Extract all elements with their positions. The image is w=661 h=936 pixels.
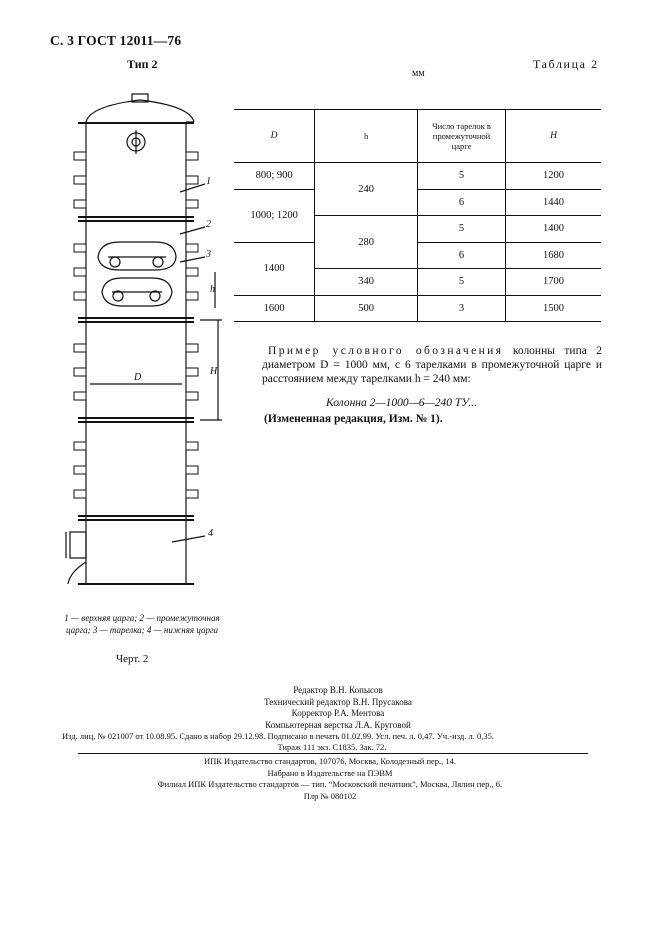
credits: [178, 685, 498, 731]
table-row: [234, 295, 601, 322]
table-title: Таблица 2: [533, 57, 599, 71]
publisher-line-4: Плр № 080102: [303, 790, 357, 801]
publisher-info: [90, 756, 570, 802]
table-2: [234, 109, 601, 322]
figure-legend: 1 — верхняя царга; 2 — промежуточная царга; 3 — тарелка; 4 — нижняя царга: [64, 613, 220, 635]
figure-type-label: Тип 2: [127, 57, 158, 71]
cell-H: 1440: [506, 189, 601, 216]
credit-corrector: Корректор Р.А. Ментова: [291, 708, 385, 718]
cell-trays: 5: [417, 269, 505, 296]
publisher-line-2: Набрано в Издательстве на ПЭВМ: [267, 767, 393, 778]
col-header-D: D: [234, 110, 315, 163]
example-lead: Пример условного обозначения: [268, 345, 504, 357]
page-header: С. 3 ГОСТ 12011—76: [50, 33, 182, 48]
cell-D: 1400: [234, 242, 315, 295]
dim-h-label: h: [210, 284, 215, 295]
cell-trays: 5: [417, 216, 505, 243]
column-drawing: [40, 92, 230, 602]
table-row: [234, 163, 601, 190]
dim-D-label: D: [134, 372, 142, 383]
label-2: 2: [206, 219, 211, 230]
cell-H: 1700: [506, 269, 601, 296]
label-4: 4: [208, 528, 213, 539]
cell-H: 1400: [506, 216, 601, 243]
imprint-line-1: Изд. лиц. № 021007 от 10.08.95. Сдано в набор 29.12.98. Подписано в печать 01.02.99. Усл. печ. л. 0,47. Уч.-изд. л. 0,35.: [62, 731, 494, 741]
cell-H: 1200: [506, 163, 601, 190]
label-1: 1: [206, 176, 211, 187]
amendment-note: (Измененная редакция, Изм. № 1).: [264, 413, 443, 425]
cell-h: 340: [315, 269, 418, 296]
cell-H: 1500: [506, 295, 601, 322]
designation-code: Колонна 2—1000—6—240 ТУ...: [326, 397, 477, 409]
cell-trays: 3: [417, 295, 505, 322]
cell-trays: 6: [417, 242, 505, 269]
dim-H-label: H: [210, 366, 218, 377]
cell-D: 1600: [234, 295, 315, 322]
cell-h: 240: [315, 163, 418, 216]
credit-editor: Редактор В.Н. Копысов: [293, 685, 383, 695]
col-header-trays: Число тарелок в промежуточной царге: [417, 110, 505, 163]
imprint-line-2: Тираж 111 экз. С1835. Зак. 72.: [277, 742, 387, 752]
cell-D: 1000; 1200: [234, 189, 315, 242]
table-row: [234, 189, 601, 216]
cell-D: 800; 900: [234, 163, 315, 190]
cell-H: 1680: [506, 242, 601, 269]
designation-example: [262, 344, 602, 386]
cell-h: 280: [315, 216, 418, 269]
col-header-h: h: [315, 110, 418, 163]
imprint-divider: [78, 753, 588, 754]
cell-h: 500: [315, 295, 418, 322]
table-unit: мм: [412, 68, 425, 79]
cell-trays: 6: [417, 189, 505, 216]
col-header-H: H: [506, 110, 601, 163]
credit-tech-editor: Технический редактор В.Н. Прусакова: [264, 696, 412, 707]
figure-caption: Черт. 2: [116, 653, 149, 665]
cell-trays: 5: [417, 163, 505, 190]
publisher-line-1: ИПК Издательство стандартов, 107076, Москва, Колодезный пер., 14.: [203, 756, 457, 766]
example-text: колонны типа 2 диаметром D = 1000 мм, с 6 тарелками в промежуточной царге и расстоянием между тарелками h = 240 мм:: [262, 345, 602, 385]
credit-layout: Компьютерная верстка Л.А. Круговой: [265, 719, 411, 730]
table-header-row: [234, 110, 601, 163]
publisher-line-3: Филиал ИПК Издательство стандартов — тип. “Московский печатник”, Москва, Лялин пер., 6.: [157, 779, 503, 789]
table-row: [234, 242, 601, 269]
label-3: 3: [206, 249, 211, 260]
